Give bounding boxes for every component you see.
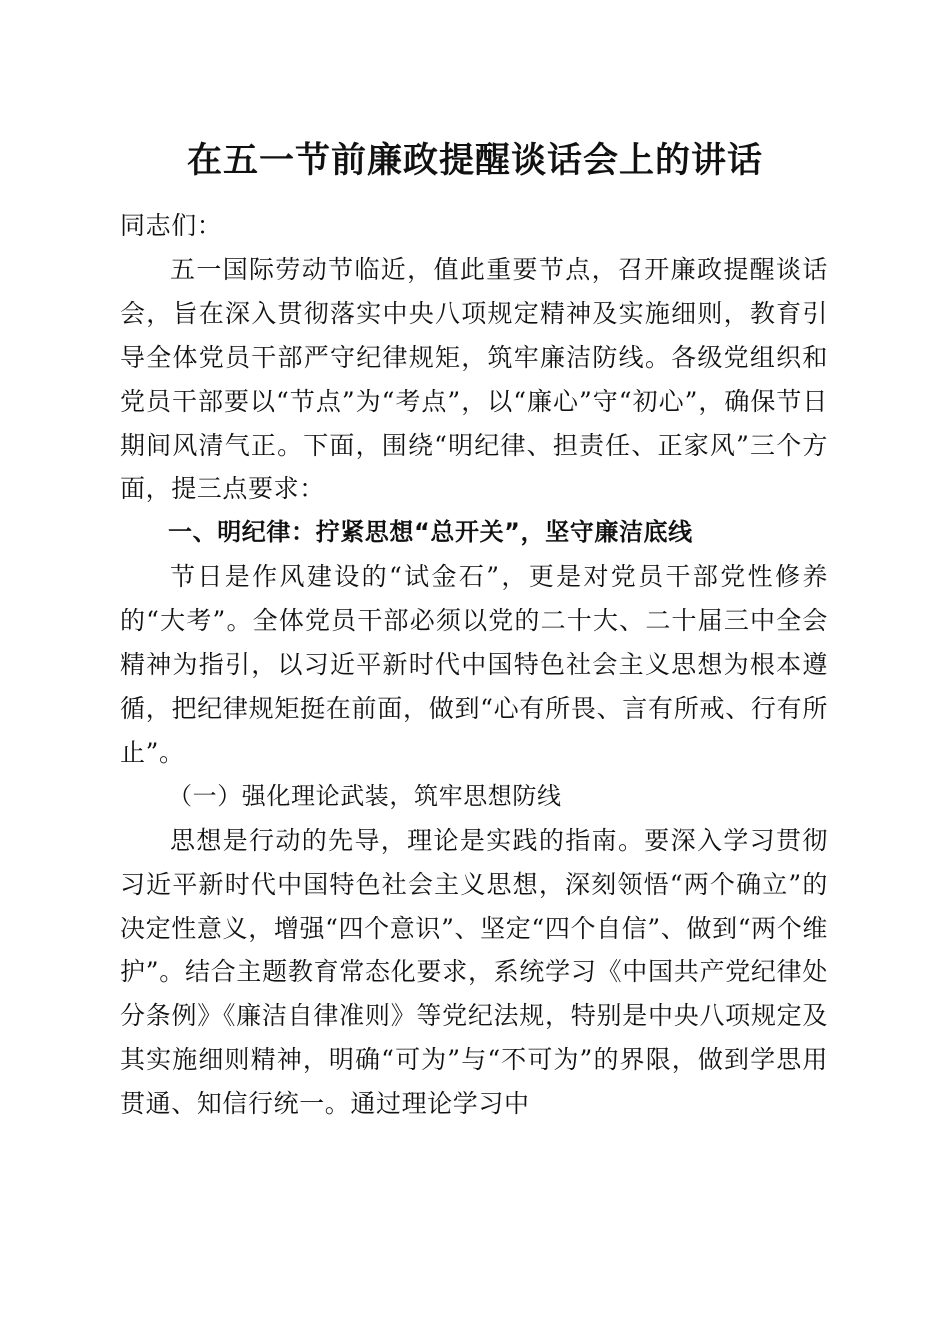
subsection-1-heading: （一）强化理论武装，筑牢思想防线 [168,781,562,810]
section-1-paragraph: 节日是作风建设的“试金石”，更是对党员干部党性修养的“大考”。全体党员干部必须以党的二十大、二十届三中全会精神为指引，以习近平新时代中国特色社会主义思想为根本遵循，把纪律规矩挺在前面，做到“心有所畏、言有所戒、行有所止”。 [120,562,828,767]
salutation: 同志们： [120,211,223,240]
section-1-heading: 一、明纪律：拧紧思想“总开关”，坚守廉洁底线 [168,518,693,547]
document-title: 在五一节前廉政提醒谈话会上的讲话 [186,140,763,181]
document-body [120,204,828,1126]
intro-paragraph: 五一国际劳动节临近，值此重要节点，召开廉政提醒谈话会，旨在深入贯彻落实中央八项规定精神及实施细则，教育引导全体党员干部严守纪律规矩，筑牢廉洁防线。各级党组织和党员干部要以“节点”为“考点”，以“廉心”守“初心”，确保节日期间风清气正。下面，围绕“明纪律、担责任、正家风”三个方面，提三点要求： [120,254,828,504]
subsection-1-paragraph: 思想是行动的先导，理论是实践的指南。要深入学习贯彻习近平新时代中国特色社会主义思想，深刻领悟“两个确立”的决定性意义，增强“四个意识”、坚定“四个自信”、做到“两个维护”。结合主题教育常态化要求，系统学习《中国共产党纪律处分条例》《廉洁自律准则》等党纪法规，特别是中央八项规定及其实施细则精神，明确“可为”与“不可为”的界限，做到学思用贯通、知信行统一。通过理论学习中 [120,825,828,1119]
